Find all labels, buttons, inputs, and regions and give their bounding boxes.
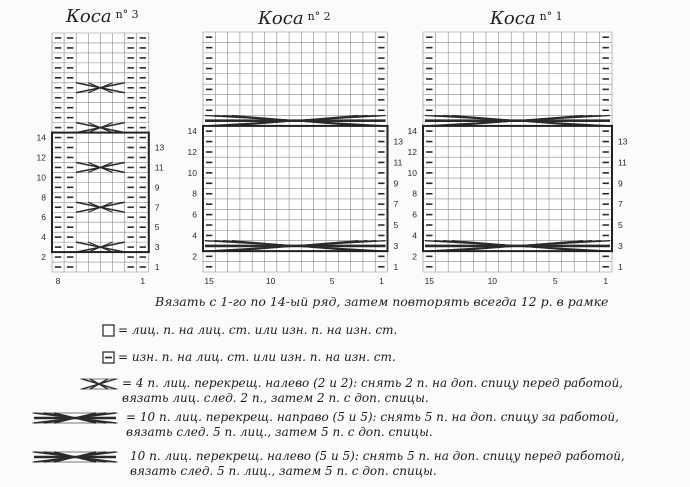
row-number-right: 3 xyxy=(393,240,399,251)
row-number-left: 12 xyxy=(187,147,197,157)
row-number-left: 4 xyxy=(192,230,197,241)
cable-4-left-icon xyxy=(78,376,120,392)
row-number-right: 3 xyxy=(618,240,623,251)
row-number-left: 14 xyxy=(36,132,46,143)
row-number-right: 1 xyxy=(154,262,160,273)
row-number-right: 5 xyxy=(618,220,623,231)
row-number-left: 8 xyxy=(41,192,46,203)
stitch-number-label: 15 xyxy=(424,276,435,286)
row-number-right: 1 xyxy=(618,261,623,272)
chart-kosa-1 xyxy=(408,32,628,286)
cable-10-left-icon xyxy=(30,449,120,465)
row-number-right: 1 xyxy=(393,261,399,272)
chart-kosa-3 xyxy=(37,33,165,286)
row-number-left: 12 xyxy=(407,147,417,157)
row-number-right: 7 xyxy=(393,199,399,210)
stitch-number-label: 8 xyxy=(55,276,61,286)
row-number-left: 6 xyxy=(192,209,197,220)
row-number-left: 8 xyxy=(412,188,417,199)
row-number-right: 9 xyxy=(154,182,160,193)
row-number-right: 11 xyxy=(618,157,627,168)
row-number-right: 13 xyxy=(618,136,628,147)
stitch-number-label: 5 xyxy=(552,276,558,286)
stitch-number-label: 15 xyxy=(204,276,214,286)
row-number-left: 4 xyxy=(41,232,46,243)
row-number-left: 12 xyxy=(36,152,46,163)
row-number-right: 9 xyxy=(618,178,623,189)
row-number-left: 2 xyxy=(412,251,417,262)
row-number-right: 7 xyxy=(154,202,160,213)
row-number-left: 8 xyxy=(192,188,197,199)
row-number-right: 13 xyxy=(154,142,165,153)
row-number-right: 11 xyxy=(393,157,403,168)
row-number-right: 9 xyxy=(393,178,399,189)
row-number-left: 10 xyxy=(187,167,197,178)
row-number-left: 2 xyxy=(41,252,46,263)
row-number-left: 6 xyxy=(41,212,46,223)
row-number-left: 10 xyxy=(407,167,417,178)
row-number-right: 5 xyxy=(393,220,399,231)
row-number-left: 14 xyxy=(187,126,197,137)
stitch-number-label: 10 xyxy=(487,276,498,286)
chart-title-kosa-2: Коса $^{n^\circ 2}$ xyxy=(258,8,331,29)
row-number-right: 13 xyxy=(393,136,403,147)
repeat-instruction: Вязать с 1-го по 14-ый ряд, затем повторять всегда 12 р. в рамке xyxy=(155,294,609,309)
row-number-right: 7 xyxy=(618,199,623,210)
stitch-number-label: 1 xyxy=(378,276,384,286)
chart-title-kosa-3: Коса $^{n^\circ 3}$ xyxy=(66,6,139,27)
row-number-right: 3 xyxy=(154,242,160,253)
stitch-number-label: 5 xyxy=(329,276,335,286)
row-number-left: 6 xyxy=(412,209,417,220)
stitch-number-label: 1 xyxy=(140,276,146,286)
stitch-number-label: 10 xyxy=(265,276,276,286)
row-number-left: 10 xyxy=(36,172,46,183)
row-number-right: 5 xyxy=(154,222,160,233)
cable-10-right-icon xyxy=(30,410,120,426)
chart-background xyxy=(423,32,612,272)
chart-title-kosa-1: Коса $^{n^\circ 1}$ xyxy=(490,8,563,29)
row-number-left: 14 xyxy=(407,126,417,137)
chart-background xyxy=(203,32,388,272)
row-number-left: 2 xyxy=(192,251,197,262)
stitch-number-label: 1 xyxy=(603,276,609,286)
chart-kosa-2 xyxy=(188,32,404,286)
row-number-left: 4 xyxy=(412,230,417,241)
row-number-right: 11 xyxy=(154,162,164,173)
